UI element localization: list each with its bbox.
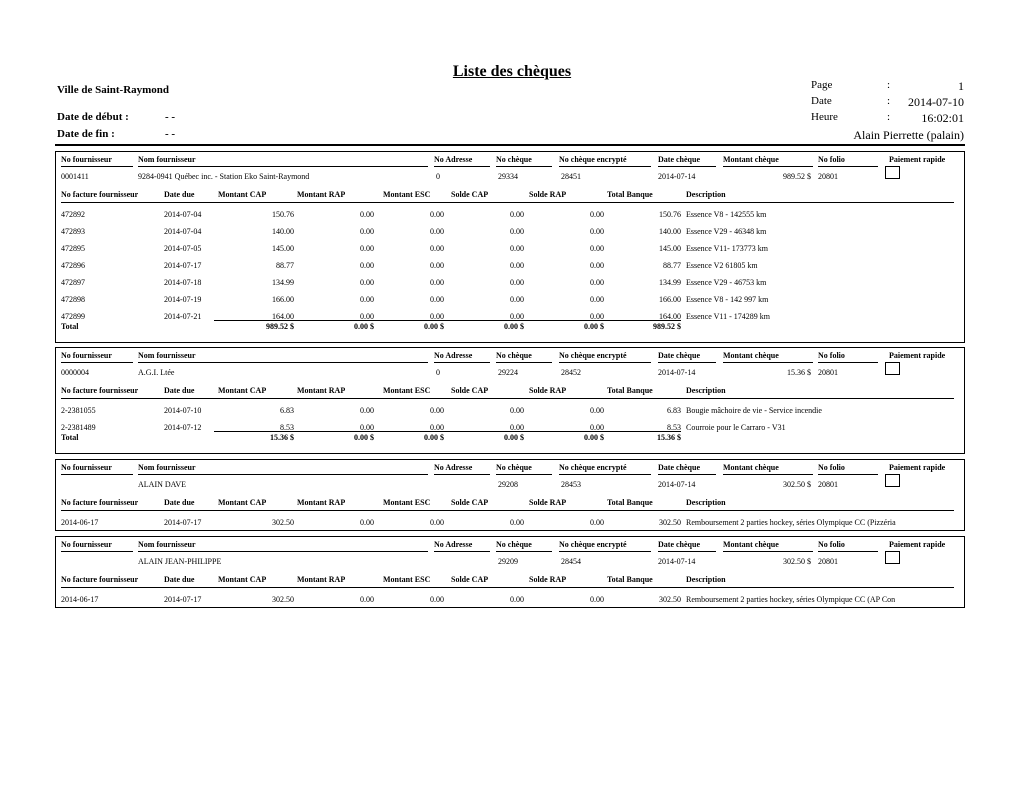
cheque-block xyxy=(55,151,965,343)
header-underline xyxy=(723,166,813,167)
invoice-cell: Essence V29 - 46753 km xyxy=(686,278,767,287)
invoice-cell: Essence V8 - 142 997 km xyxy=(686,295,769,304)
col-header-bal-cap: Solde CAP xyxy=(451,386,489,395)
subheader-rule xyxy=(61,398,954,399)
total-rule xyxy=(604,320,681,321)
col-header-supplier-name: Nom fournisseur xyxy=(138,351,196,360)
col-header-quick-pay: Paiement rapide xyxy=(889,463,946,472)
page-label: Page xyxy=(811,79,833,91)
header-underline xyxy=(658,362,716,363)
col-header-bal-rap: Solde RAP xyxy=(529,386,567,395)
col-header-supplier-name: Nom fournisseur xyxy=(138,463,196,472)
end-date-value: - - xyxy=(165,128,176,140)
col-header-cheque-date: Date chèque xyxy=(658,155,700,164)
header-underline xyxy=(818,551,878,552)
invoice-cell: 2014-07-05 xyxy=(164,244,202,253)
total-value: 0.00 $ xyxy=(584,322,604,331)
invoice-cell: 0.00 xyxy=(430,261,444,270)
col-header-cheque-amount: Montant chèque xyxy=(723,540,779,549)
total-value: 0.00 $ xyxy=(504,433,524,442)
header-underline xyxy=(818,474,878,475)
invoice-cell: 0.00 xyxy=(360,312,374,321)
header-underline xyxy=(434,362,490,363)
invoice-cell: 0.00 xyxy=(360,406,374,415)
cheque-encrypted: 28453 xyxy=(561,480,581,489)
cheque-encrypted: 28454 xyxy=(561,557,581,566)
subheader-rule xyxy=(61,202,954,203)
invoice-cell: 0.00 xyxy=(590,210,604,219)
invoice-cell: 2014-07-04 xyxy=(164,210,202,219)
invoice-cell: 0.00 xyxy=(360,210,374,219)
cheque-number: 29208 xyxy=(498,480,518,489)
col-header-invoice-no: No facture fournisseur xyxy=(61,575,139,584)
cheque-encrypted: 28451 xyxy=(561,172,581,181)
invoice-cell: 2-2381489 xyxy=(61,423,96,432)
invoice-cell: 0.00 xyxy=(510,595,524,604)
col-header-cheque-date: Date chèque xyxy=(658,540,700,549)
invoice-cell: 472897 xyxy=(61,278,85,287)
cheque-amount: 15.36 $ xyxy=(787,368,811,377)
supplier-number: 0000004 xyxy=(61,368,89,377)
col-header-description: Description xyxy=(686,498,726,507)
header-underline xyxy=(723,362,813,363)
cheque-amount: 302.50 $ xyxy=(783,480,811,489)
cheque-block xyxy=(55,459,965,531)
header-underline xyxy=(723,474,813,475)
invoice-cell: 0.00 xyxy=(590,518,604,527)
invoice-cell: 2014-06-17 xyxy=(61,595,99,604)
address-number: 0 xyxy=(436,172,440,181)
supplier-name: 9284-0941 Québec inc. - Station Eko Saint-Raymond xyxy=(138,172,310,181)
col-header-cheque-date: Date chèque xyxy=(658,463,700,472)
header-underline xyxy=(559,362,651,363)
col-header-description: Description xyxy=(686,190,726,199)
invoice-cell: 0.00 xyxy=(510,261,524,270)
col-header-invoice-no: No facture fournisseur xyxy=(61,386,139,395)
col-header-due-date: Date due xyxy=(164,575,195,584)
invoice-cell: 2014-07-17 xyxy=(164,518,202,527)
header-underline xyxy=(658,166,716,167)
total-label: Total xyxy=(61,322,79,331)
cheque-date: 2014-07-14 xyxy=(658,480,696,489)
invoice-cell: 0.00 xyxy=(430,312,444,321)
col-header-supplier-name: Nom fournisseur xyxy=(138,155,196,164)
col-header-supplier-no: No fournisseur xyxy=(61,540,112,549)
col-header-amt-cap: Montant CAP xyxy=(218,575,267,584)
invoice-cell: 145.00 xyxy=(272,244,294,253)
invoice-cell: 0.00 xyxy=(590,261,604,270)
invoice-cell: 0.00 xyxy=(360,595,374,604)
invoice-cell: 302.50 xyxy=(659,595,681,604)
folio-number: 20801 xyxy=(818,172,838,181)
col-header-total-bank: Total Banque xyxy=(607,190,653,199)
header-underline xyxy=(818,362,878,363)
col-header-cheque-enc: No chèque encrypté xyxy=(559,463,627,472)
municipality-name: Ville de Saint-Raymond xyxy=(57,84,170,96)
cheque-date: 2014-07-14 xyxy=(658,557,696,566)
invoice-cell: 0.00 xyxy=(360,423,374,432)
invoice-cell: 2014-07-17 xyxy=(164,261,202,270)
invoice-cell: 0.00 xyxy=(590,423,604,432)
col-header-supplier-no: No fournisseur xyxy=(61,463,112,472)
subheader-rule xyxy=(61,510,954,511)
col-header-cheque-date: Date chèque xyxy=(658,351,700,360)
total-rule xyxy=(604,431,681,432)
time-label: Heure xyxy=(811,111,838,123)
col-header-cheque-enc: No chèque encrypté xyxy=(559,351,627,360)
invoice-cell: 0.00 xyxy=(430,595,444,604)
quick-pay-checkbox[interactable] xyxy=(885,166,900,179)
total-rule xyxy=(524,431,604,432)
supplier-name: ALAIN JEAN-PHILIPPE xyxy=(138,557,222,566)
invoice-cell: 472895 xyxy=(61,244,85,253)
invoice-cell: 134.99 xyxy=(272,278,294,287)
invoice-cell: 0.00 xyxy=(590,312,604,321)
total-rule xyxy=(294,431,374,432)
invoice-cell: 134.99 xyxy=(659,278,681,287)
col-header-amt-esc: Montant ESC xyxy=(383,190,431,199)
header-underline xyxy=(434,474,490,475)
total-rule xyxy=(214,320,294,321)
col-header-cheque-amount: Montant chèque xyxy=(723,351,779,360)
invoice-cell: 2014-07-17 xyxy=(164,595,202,604)
supplier-name: A.G.I. Ltée xyxy=(138,368,175,377)
start-date-value: - - xyxy=(165,111,176,123)
cheque-block xyxy=(55,347,965,454)
col-header-description: Description xyxy=(686,386,726,395)
invoice-cell: 0.00 xyxy=(430,244,444,253)
invoice-cell: 0.00 xyxy=(510,518,524,527)
quick-pay-checkbox[interactable] xyxy=(885,362,900,375)
invoice-cell: 88.77 xyxy=(276,261,294,270)
col-header-amt-rap: Montant RAP xyxy=(297,575,346,584)
invoice-cell: 0.00 xyxy=(510,295,524,304)
quick-pay-checkbox[interactable] xyxy=(885,551,900,564)
invoice-cell: Courroie pour le Carraro - V31 xyxy=(686,423,786,432)
invoice-cell: 0.00 xyxy=(510,423,524,432)
invoice-cell: Essence V8 - 142555 km xyxy=(686,210,767,219)
invoice-cell: 0.00 xyxy=(590,244,604,253)
invoice-cell: 0.00 xyxy=(590,595,604,604)
header-underline xyxy=(559,166,651,167)
col-header-quick-pay: Paiement rapide xyxy=(889,540,946,549)
header-underline xyxy=(818,166,878,167)
col-header-amt-esc: Montant ESC xyxy=(383,575,431,584)
col-header-bal-cap: Solde CAP xyxy=(451,498,489,507)
col-header-amt-rap: Montant RAP xyxy=(297,190,346,199)
col-header-address-no: No Adresse xyxy=(434,463,473,472)
col-header-amt-cap: Montant CAP xyxy=(218,386,267,395)
total-rule xyxy=(214,431,294,432)
col-header-bal-cap: Solde CAP xyxy=(451,190,489,199)
header-underline xyxy=(434,166,490,167)
invoice-cell: 0.00 xyxy=(590,278,604,287)
header-underline xyxy=(61,166,133,167)
quick-pay-checkbox[interactable] xyxy=(885,474,900,487)
col-header-due-date: Date due xyxy=(164,386,195,395)
total-value: 15.36 $ xyxy=(270,433,294,442)
folio-number: 20801 xyxy=(818,480,838,489)
invoice-cell: Essence V29 - 46348 km xyxy=(686,227,767,236)
col-header-amt-cap: Montant CAP xyxy=(218,498,267,507)
date-colon: : xyxy=(887,95,891,107)
col-header-quick-pay: Paiement rapide xyxy=(889,351,946,360)
col-header-amt-rap: Montant RAP xyxy=(297,386,346,395)
invoice-cell: 0.00 xyxy=(510,312,524,321)
col-header-bal-cap: Solde CAP xyxy=(451,575,489,584)
total-value: 0.00 $ xyxy=(504,322,524,331)
print-time: 16:02:01 xyxy=(921,111,964,125)
invoice-cell: 0.00 xyxy=(430,227,444,236)
invoice-cell: 8.53 xyxy=(667,423,681,432)
col-header-bal-rap: Solde RAP xyxy=(529,498,567,507)
col-header-amt-esc: Montant ESC xyxy=(383,498,431,507)
header-underline xyxy=(138,166,428,167)
col-header-cheque-no: No chèque xyxy=(496,351,532,360)
invoice-cell: 472898 xyxy=(61,295,85,304)
header-underline xyxy=(559,474,651,475)
invoice-cell: 472899 xyxy=(61,312,85,321)
total-value: 0.00 $ xyxy=(354,433,374,442)
invoice-cell: 0.00 xyxy=(430,210,444,219)
cheque-number: 29334 xyxy=(498,172,518,181)
total-label: Total xyxy=(61,433,79,442)
invoice-cell: 164.00 xyxy=(659,312,681,321)
header-underline xyxy=(496,362,552,363)
invoice-cell: 0.00 xyxy=(510,406,524,415)
col-header-total-bank: Total Banque xyxy=(607,498,653,507)
invoice-cell: Essence V11 - 174289 km xyxy=(686,312,770,321)
col-header-bal-rap: Solde RAP xyxy=(529,575,567,584)
invoice-cell: 302.50 xyxy=(272,518,294,527)
header-underline xyxy=(496,551,552,552)
invoice-cell: 88.77 xyxy=(663,261,681,270)
time-colon: : xyxy=(887,111,891,123)
invoice-cell: 2-2381055 xyxy=(61,406,96,415)
invoice-cell: 2014-07-18 xyxy=(164,278,202,287)
invoice-cell: 0.00 xyxy=(360,518,374,527)
invoice-cell: 0.00 xyxy=(430,295,444,304)
date-label: Date xyxy=(811,95,832,107)
total-value: 15.36 $ xyxy=(657,433,681,442)
invoice-cell: 302.50 xyxy=(659,518,681,527)
invoice-cell: 0.00 xyxy=(430,406,444,415)
invoice-cell: 0.00 xyxy=(510,278,524,287)
col-header-supplier-no: No fournisseur xyxy=(61,351,112,360)
col-header-amt-esc: Montant ESC xyxy=(383,386,431,395)
header-underline xyxy=(138,551,428,552)
invoice-cell: 0.00 xyxy=(430,518,444,527)
total-value: 0.00 $ xyxy=(424,322,444,331)
col-header-cheque-no: No chèque xyxy=(496,155,532,164)
invoice-cell: 6.83 xyxy=(280,406,294,415)
col-header-address-no: No Adresse xyxy=(434,540,473,549)
user-name: Alain Pierrette (palain) xyxy=(853,128,964,142)
invoice-cell: 166.00 xyxy=(659,295,681,304)
invoice-cell: 302.50 xyxy=(272,595,294,604)
header-underline xyxy=(723,551,813,552)
col-header-folio: No folio xyxy=(818,540,845,549)
invoice-cell: 0.00 xyxy=(590,295,604,304)
header-underline xyxy=(496,166,552,167)
invoice-cell: 0.00 xyxy=(360,261,374,270)
invoice-cell: 0.00 xyxy=(510,244,524,253)
invoice-cell: 0.00 xyxy=(360,244,374,253)
total-value: 989.52 $ xyxy=(653,322,681,331)
invoice-cell: 0.00 xyxy=(360,227,374,236)
cheque-number: 29224 xyxy=(498,368,518,377)
invoice-cell: 2014-07-10 xyxy=(164,406,202,415)
total-rule xyxy=(524,320,604,321)
invoice-cell: 8.53 xyxy=(280,423,294,432)
cheque-block xyxy=(55,536,965,608)
col-header-cheque-no: No chèque xyxy=(496,540,532,549)
col-header-cheque-no: No chèque xyxy=(496,463,532,472)
total-value: 0.00 $ xyxy=(424,433,444,442)
header-rule xyxy=(55,144,965,146)
invoice-cell: Remboursement 2 parties hockey, séries Olympique CC (AP Con xyxy=(686,595,896,604)
invoice-cell: 472896 xyxy=(61,261,85,270)
invoice-cell: 472893 xyxy=(61,227,85,236)
header-underline xyxy=(61,551,133,552)
invoice-cell: 2014-07-12 xyxy=(164,423,202,432)
address-number: 0 xyxy=(436,368,440,377)
col-header-description: Description xyxy=(686,575,726,584)
col-header-amt-rap: Montant RAP xyxy=(297,498,346,507)
subheader-rule xyxy=(61,587,954,588)
invoice-cell: 0.00 xyxy=(590,406,604,415)
header-underline xyxy=(61,362,133,363)
page-colon: : xyxy=(887,79,891,91)
cheque-date: 2014-07-14 xyxy=(658,368,696,377)
total-value: 0.00 $ xyxy=(584,433,604,442)
total-rule xyxy=(364,431,444,432)
invoice-cell: 0.00 xyxy=(510,210,524,219)
start-date-label: Date de début : xyxy=(57,111,129,123)
print-date: 2014-07-10 xyxy=(908,95,964,109)
col-header-folio: No folio xyxy=(818,463,845,472)
total-rule xyxy=(444,431,524,432)
col-header-due-date: Date due xyxy=(164,498,195,507)
invoice-cell: 0.00 xyxy=(590,227,604,236)
supplier-name: ALAIN DAVE xyxy=(138,480,187,489)
header-underline xyxy=(61,474,133,475)
header-underline xyxy=(496,474,552,475)
invoice-cell: 0.00 xyxy=(360,278,374,287)
report-title: Liste des chèques xyxy=(452,63,572,80)
invoice-cell: 6.83 xyxy=(667,406,681,415)
end-date-label: Date de fin : xyxy=(57,128,115,140)
header-underline xyxy=(559,551,651,552)
total-value: 989.52 $ xyxy=(266,322,294,331)
cheque-date: 2014-07-14 xyxy=(658,172,696,181)
folio-number: 20801 xyxy=(818,557,838,566)
invoice-cell: 2014-07-19 xyxy=(164,295,202,304)
invoice-cell: Remboursement 2 parties hockey, séries Olympique CC (Pizzéria xyxy=(686,518,896,527)
header-underline xyxy=(658,551,716,552)
header-underline xyxy=(658,474,716,475)
invoice-cell: 472892 xyxy=(61,210,85,219)
invoice-cell: 150.76 xyxy=(272,210,294,219)
col-header-folio: No folio xyxy=(818,351,845,360)
header-underline xyxy=(434,551,490,552)
supplier-number: 0001411 xyxy=(61,172,89,181)
invoice-cell: 166.00 xyxy=(272,295,294,304)
col-header-invoice-no: No facture fournisseur xyxy=(61,498,139,507)
invoice-cell: Essence V11- 173773 km xyxy=(686,244,768,253)
col-header-bal-rap: Solde RAP xyxy=(529,190,567,199)
col-header-supplier-name: Nom fournisseur xyxy=(138,540,196,549)
invoice-cell: 2014-06-17 xyxy=(61,518,99,527)
invoice-cell: 164.00 xyxy=(272,312,294,321)
col-header-address-no: No Adresse xyxy=(434,351,473,360)
col-header-total-bank: Total Banque xyxy=(607,386,653,395)
col-header-cheque-enc: No chèque encrypté xyxy=(559,540,627,549)
cheque-number: 29209 xyxy=(498,557,518,566)
total-rule xyxy=(444,320,524,321)
invoice-cell: 140.00 xyxy=(659,227,681,236)
col-header-cheque-amount: Montant chèque xyxy=(723,463,779,472)
col-header-address-no: No Adresse xyxy=(434,155,473,164)
invoice-cell: 0.00 xyxy=(430,278,444,287)
invoice-cell: 2014-07-04 xyxy=(164,227,202,236)
total-rule xyxy=(364,320,444,321)
col-header-total-bank: Total Banque xyxy=(607,575,653,584)
invoice-cell: 140.00 xyxy=(272,227,294,236)
cheque-amount: 989.52 $ xyxy=(783,172,811,181)
page-number: 1 xyxy=(958,79,964,93)
invoice-cell: 150.76 xyxy=(659,210,681,219)
total-rule xyxy=(294,320,374,321)
cheque-amount: 302.50 $ xyxy=(783,557,811,566)
cheque-encrypted: 28452 xyxy=(561,368,581,377)
invoice-cell: 0.00 xyxy=(360,295,374,304)
invoice-cell: 0.00 xyxy=(430,423,444,432)
col-header-amt-cap: Montant CAP xyxy=(218,190,267,199)
invoice-cell: Bougie mâchoire de vie - Service incendie xyxy=(686,406,822,415)
col-header-due-date: Date due xyxy=(164,190,195,199)
invoice-cell: 0.00 xyxy=(510,227,524,236)
header-underline xyxy=(138,362,428,363)
folio-number: 20801 xyxy=(818,368,838,377)
col-header-cheque-amount: Montant chèque xyxy=(723,155,779,164)
total-value: 0.00 $ xyxy=(354,322,374,331)
col-header-invoice-no: No facture fournisseur xyxy=(61,190,139,199)
invoice-cell: 145.00 xyxy=(659,244,681,253)
col-header-supplier-no: No fournisseur xyxy=(61,155,112,164)
header-underline xyxy=(138,474,428,475)
col-header-cheque-enc: No chèque encrypté xyxy=(559,155,627,164)
col-header-quick-pay: Paiement rapide xyxy=(889,155,946,164)
col-header-folio: No folio xyxy=(818,155,845,164)
invoice-cell: 2014-07-21 xyxy=(164,312,202,321)
invoice-cell: Essence V2 61805 km xyxy=(686,261,758,270)
